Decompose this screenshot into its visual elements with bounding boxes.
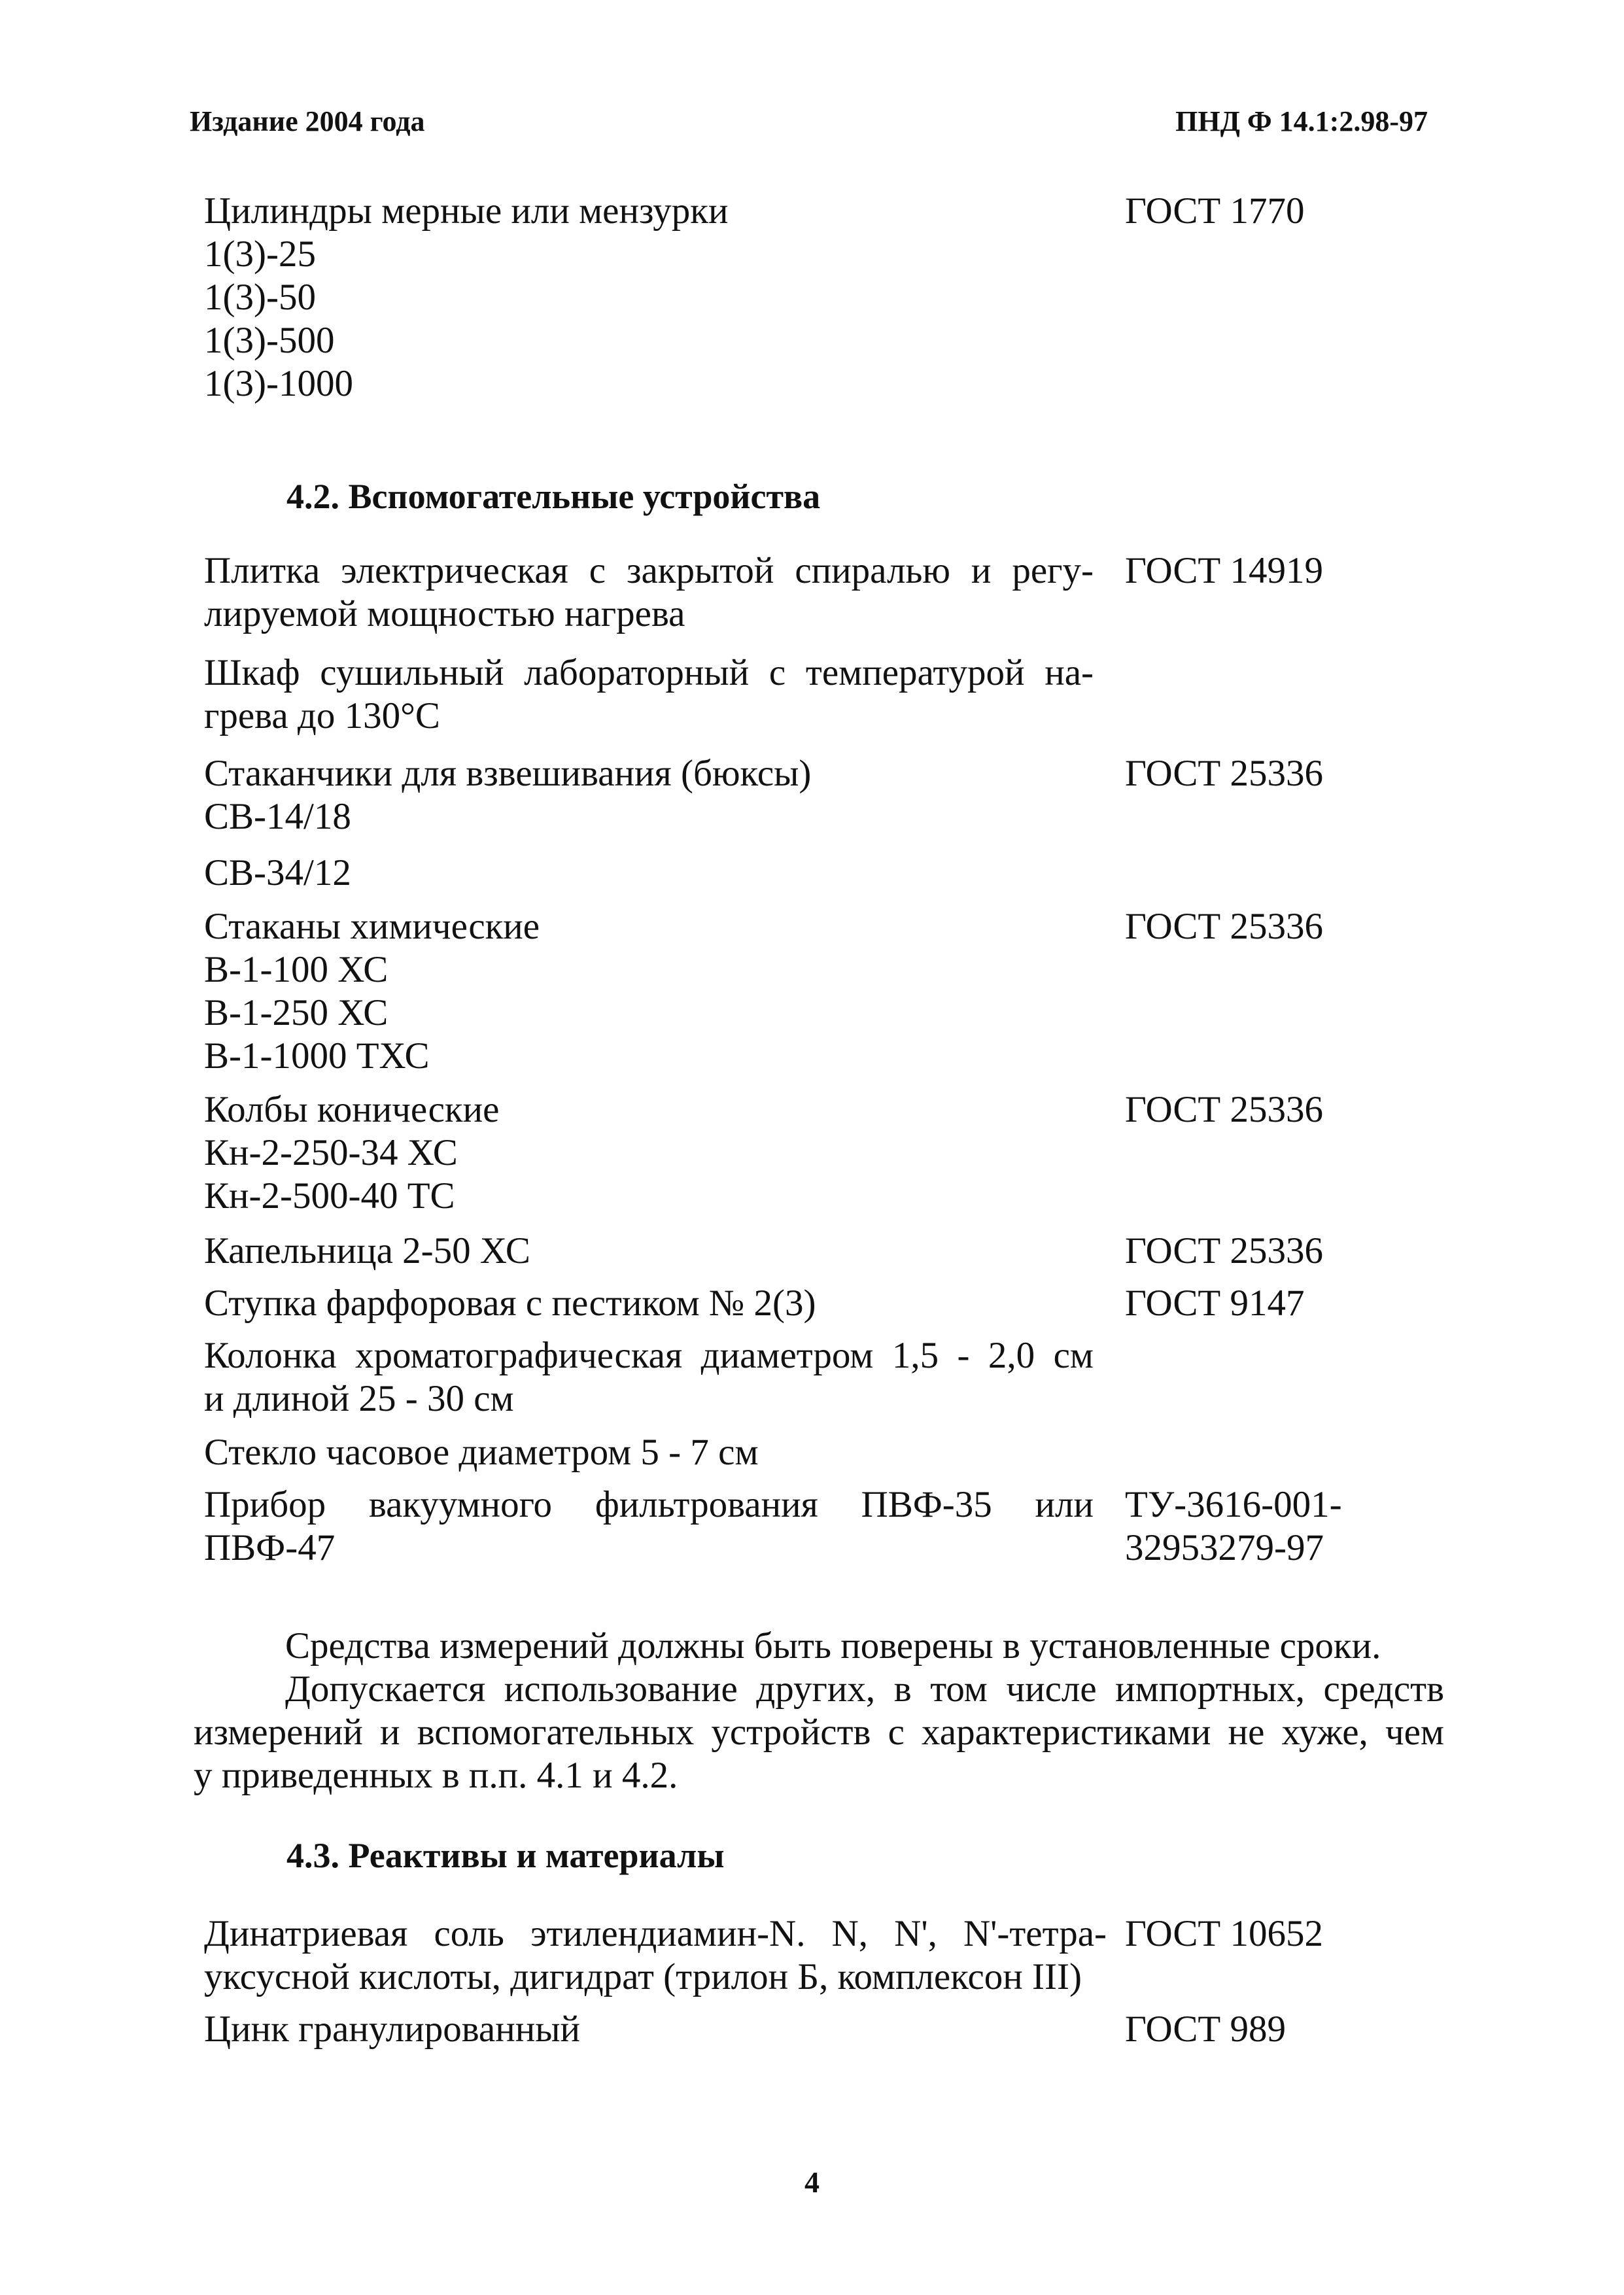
item-text: Кн-2-500-40 ТС <box>204 1175 455 1217</box>
item-text: 1(3)-25 <box>204 233 316 275</box>
item-text: Шкаф сушильный лабораторный с температурой на- <box>204 652 1094 693</box>
list-item <box>204 852 1094 895</box>
item-text: Колонка хроматографическая диаметром 1,5 - 2,0 см <box>204 1335 1094 1376</box>
item-text: лируемой мощностью нагрева <box>204 593 685 634</box>
item-text: Кн-2-250-34 ХС <box>204 1132 458 1173</box>
item-text: В-1-1000 ТХС <box>204 1035 430 1077</box>
item-standard: ГОСТ 989 <box>1125 2009 1286 2050</box>
item-text: Ступка фарфоровая с пестиком № 2(3) <box>204 1283 816 1324</box>
note-line: у приведенных в п.п. 4.1 и 4.2. <box>194 1755 678 1796</box>
section-heading-4-3: 4.3. Реактивы и материалы <box>286 1836 725 1875</box>
item-text: В-1-250 ХС <box>204 992 389 1033</box>
list-item <box>204 752 1094 838</box>
item-text: Колбы конические <box>204 1089 500 1130</box>
item-text: Стекло часовое диаметром 5 - 7 см <box>204 1432 759 1473</box>
item-text: Стаканы химические <box>204 906 540 947</box>
list-item <box>204 1334 1094 1421</box>
list-item <box>204 1431 1094 1474</box>
note-line: Средства измерений должны быть поверены в установленные сроки. <box>285 1625 1381 1666</box>
item-standard: ГОСТ 14919 <box>1125 550 1323 591</box>
item-text: 1(3)-50 <box>204 277 316 318</box>
list-item <box>204 1483 1094 1570</box>
item-text: Прибор вакуумного фильтрования ПВФ-35 или <box>204 1484 1094 1525</box>
item-standard: ГОСТ 1770 <box>1125 190 1305 232</box>
item-text: 1(3)-500 <box>204 320 335 361</box>
list-item <box>204 1088 1094 1218</box>
list-item <box>204 1912 1107 1999</box>
item-text: Плитка электрическая с закрытой спиралью и регу- <box>204 550 1094 591</box>
item-standard <box>1125 1483 1342 1570</box>
list-item-cylinders <box>204 190 1094 406</box>
item-text: Цилиндры мерные или мензурки <box>204 190 729 232</box>
item-standard: ГОСТ 10652 <box>1125 1913 1323 1954</box>
item-text: и длиной 25 - 30 см <box>204 1378 514 1419</box>
list-item <box>204 905 1094 1078</box>
list-item <box>204 1230 1094 1273</box>
item-text: 1(3)-1000 <box>204 363 353 404</box>
item-standard: ГОСТ 25336 <box>1125 1089 1323 1130</box>
section-heading-4-2: 4.2. Вспомогательные устройства <box>286 477 821 516</box>
page-number: 4 <box>804 2166 820 2199</box>
note-line: Допускается использование других, в том числе импортных, средств <box>285 1668 1444 1710</box>
item-text: СВ-34/12 <box>204 852 351 893</box>
document-code: ПНД Ф 14.1:2.98-97 <box>1175 105 1428 137</box>
item-text: уксусной кислоты, дигидрат (трилон Б, комплексон III) <box>204 1956 1082 1997</box>
list-item <box>204 2008 1094 2051</box>
list-item <box>204 651 1094 738</box>
item-standard-line: ТУ-3616-001- <box>1125 1484 1342 1525</box>
note-line: измерений и вспомогательных устройств с характеристиками не хуже, чем <box>194 1712 1444 1753</box>
note-paragraph <box>194 1625 1444 1797</box>
item-text: Стаканчики для взвешивания (бюксы) <box>204 753 812 794</box>
item-standard: ГОСТ 25336 <box>1125 906 1323 947</box>
item-text: Капельница 2-50 ХС <box>204 1230 530 1271</box>
list-item <box>204 549 1094 636</box>
item-text: СВ-14/18 <box>204 796 351 837</box>
item-text: Цинк гранулированный <box>204 2009 581 2050</box>
edition-label: Издание 2004 года <box>190 105 425 137</box>
item-standard: ГОСТ 9147 <box>1125 1283 1305 1324</box>
item-text: В-1-100 ХС <box>204 949 389 990</box>
list-item <box>204 1282 1094 1325</box>
item-standard-line: 32953279-97 <box>1125 1527 1324 1568</box>
item-text: грева до 130°С <box>204 695 440 736</box>
item-text: Динатриевая соль этилендиамин-N. N, N', N'-тетра- <box>204 1913 1107 1954</box>
item-standard: ГОСТ 25336 <box>1125 1230 1323 1271</box>
item-text: ПВФ-47 <box>204 1527 336 1568</box>
item-standard: ГОСТ 25336 <box>1125 753 1323 794</box>
